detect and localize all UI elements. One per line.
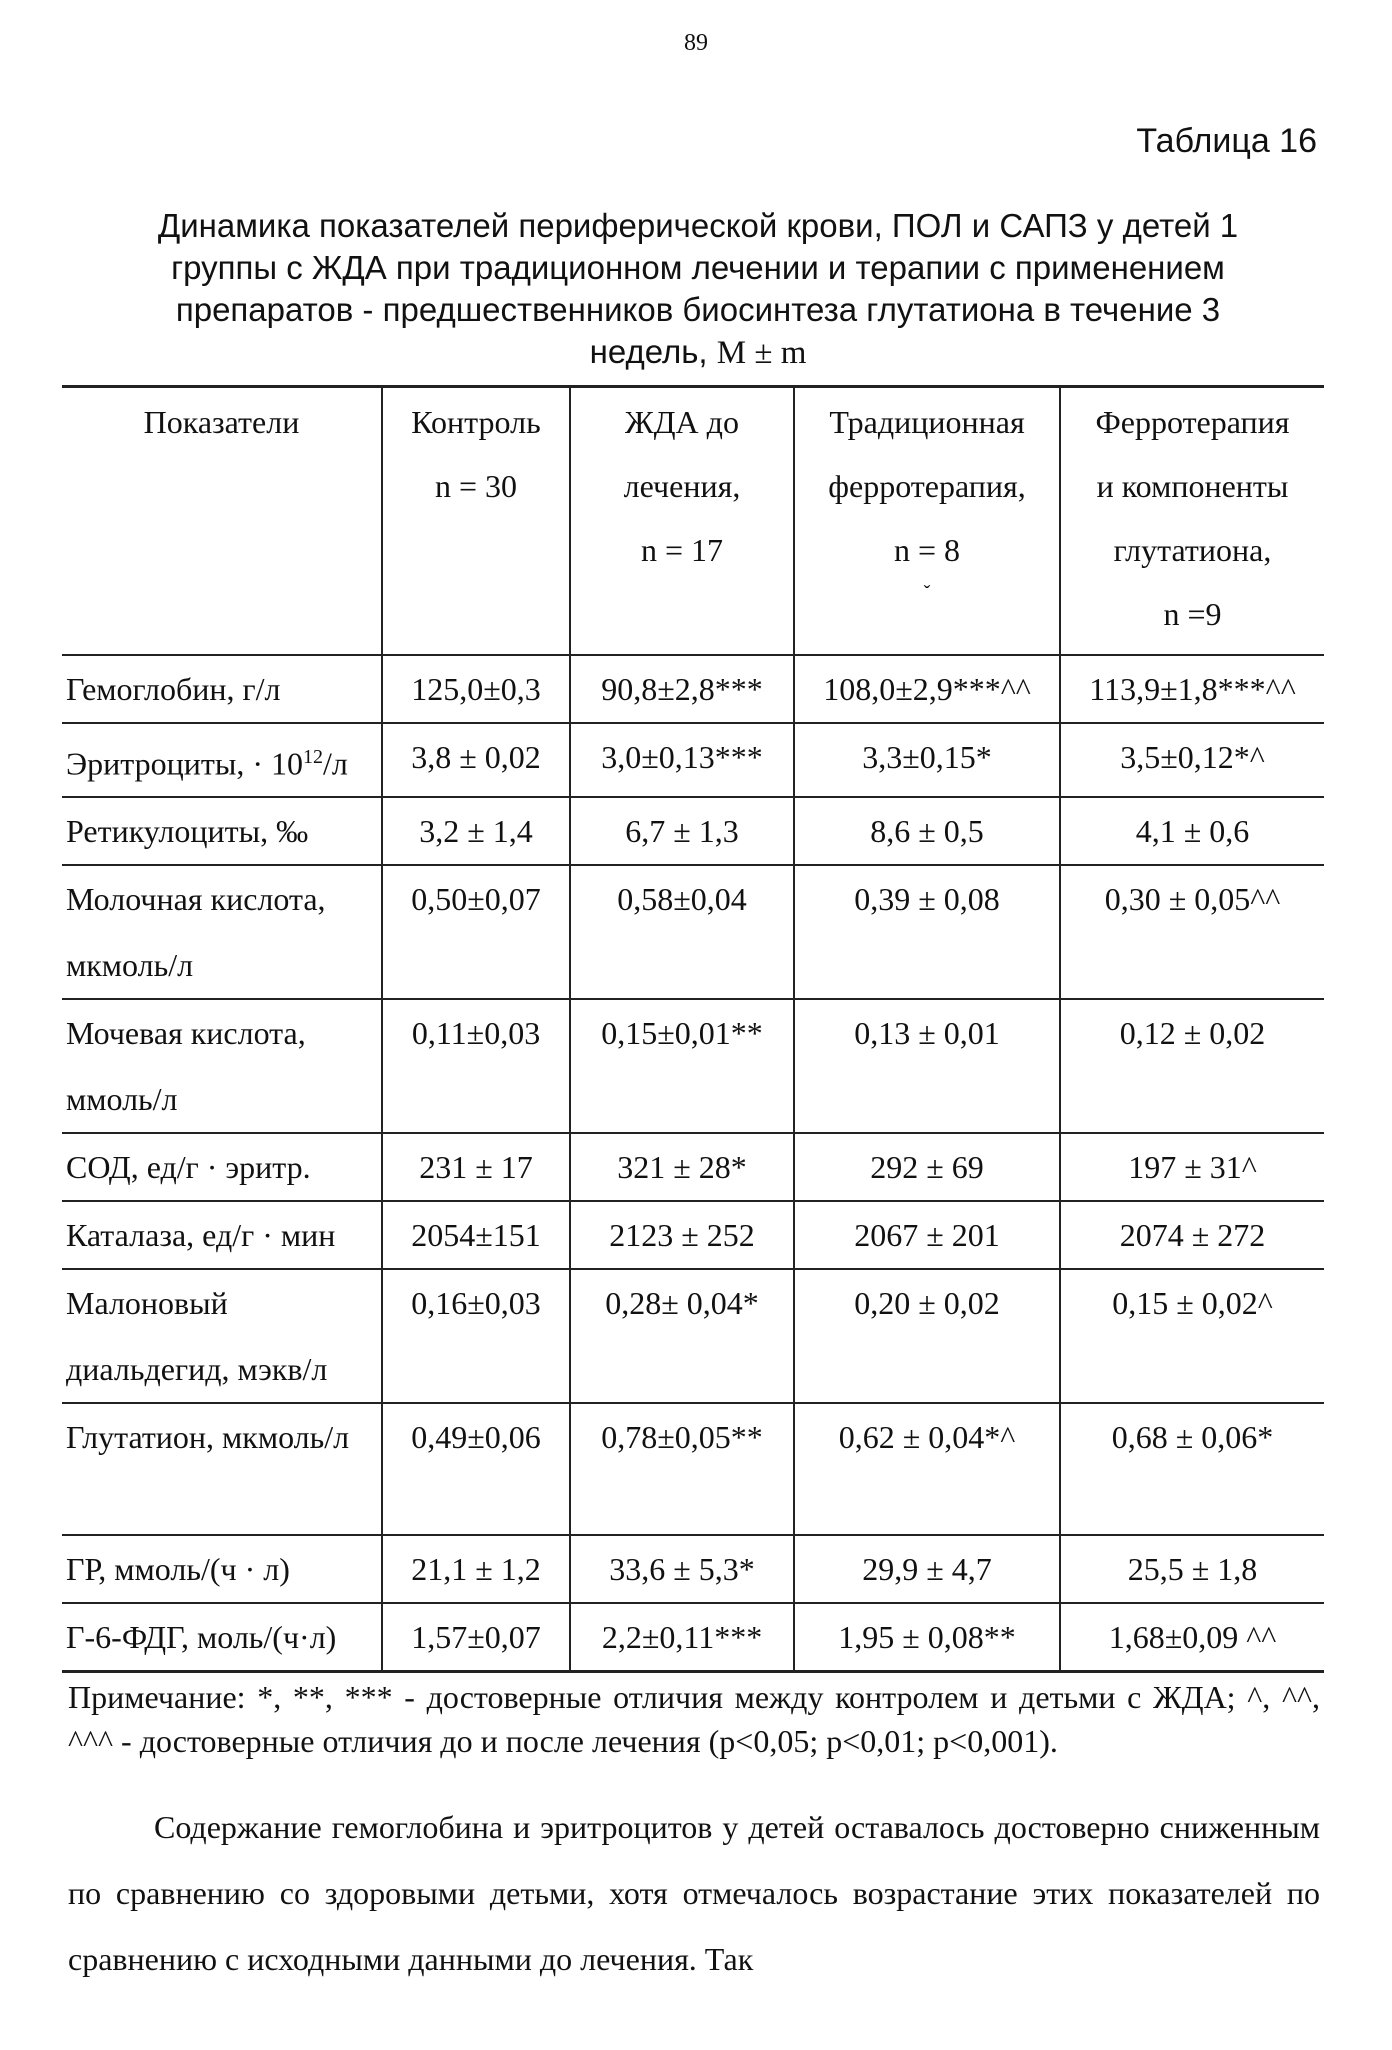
cell-parameter: Мочевая кислота, ммоль/л [62,999,382,1133]
cell-control: 3,2 ± 1,4 [382,797,570,865]
table-caption [88,205,1308,374]
caption-line [88,331,1308,374]
cell-control: 3,8 ± 0,02 [382,723,570,798]
header-mark: ˇ [923,582,931,604]
cell-trad: 8,6 ± 0,5 [794,797,1060,865]
table-row [62,797,1324,865]
cell-parameter: Гемоглобин, г/л [62,655,382,723]
cell-ferro: 25,5 ± 1,8 [1060,1535,1324,1603]
cell-ferro: 4,1 ± 0,6 [1060,797,1324,865]
table-row [62,1603,1324,1672]
cell-ferro: 0,15 ± 0,02^ [1060,1269,1324,1403]
cell-trad: 29,9 ± 4,7 [794,1535,1060,1603]
cell-parameter: Молочная кислота, мкмоль/л [62,865,382,999]
cell-ida: 0,58±0,04 [570,865,794,999]
table-header-row [62,387,1324,655]
cell-control: 21,1 ± 1,2 [382,1535,570,1603]
cell-parameter: Эритроциты, · $10^{12}/л$ [62,723,382,798]
cell-ferro: 3,5±0,12*^ [1060,723,1324,798]
header-traditional: Традиционная ферротерапия, n = 8 ˇ [794,387,1060,655]
table-row [62,1535,1324,1603]
table-row [62,865,1324,999]
cell-trad: 3,3±0,15* [794,723,1060,798]
cell-parameter: ГР, ммоль/(ч · л) [62,1535,382,1603]
cell-ida: 6,7 ± 1,3 [570,797,794,865]
cell-control: 1,57±0,07 [382,1603,570,1672]
cell-parameter: Ретикулоциты, ‰ [62,797,382,865]
caption-line: препаратов - предшественников биосинтеза глутатиона в течение 3 [175,291,1221,328]
cell-ferro: 113,9±1,8***^^ [1060,655,1324,723]
table-label: Таблица 16 [1136,122,1317,160]
cell-ida: 0,15±0,01** [570,999,794,1133]
cell-ferro: 0,68 ± 0,06* [1060,1403,1324,1535]
cell-ida: 0,28± 0,04* [570,1269,794,1403]
caption-line: Динамика показателей периферической крови, ПОЛ и САПЗ у детей 1 [157,207,1239,244]
cell-trad: 0,62 ± 0,04*^ [794,1403,1060,1535]
cell-control: 231 ± 17 [382,1133,570,1201]
cell-ida: 33,6 ± 5,3* [570,1535,794,1603]
cell-ida: 3,0±0,13*** [570,723,794,798]
caption-line: группы с ЖДА при традиционном лечении и терапии с применением [171,249,1225,286]
table-row [62,1403,1324,1535]
table-row [62,1201,1324,1269]
cell-control: 125,0±0,3 [382,655,570,723]
caption-stat: M ± m [716,335,807,371]
table-note: Примечание: *, **, *** - достоверные отличия между контролем и детьми с ЖДА; ^, ^^, ^^^ - достоверные отличия до и после лечения (p<0,05; p<0,01; p<0,001). [68,1679,1320,1759]
cell-parameter: Г-6-ФДГ, моль/(ч·л) [62,1603,382,1672]
caption-last-line: недель, [589,333,708,370]
data-table [62,385,1324,1673]
cell-ida: 2,2±0,11*** [570,1603,794,1672]
cell-ferro: 1,68±0,09 ^^ [1060,1603,1324,1672]
cell-control: 0,49±0,06 [382,1403,570,1535]
cell-ida: 90,8±2,8*** [570,655,794,723]
cell-trad: 108,0±2,9***^^ [794,655,1060,723]
header-ferro-glutathione: Ферротерапия и компоненты глутатиона, n =9 [1060,387,1324,655]
table-row [62,1133,1324,1201]
cell-parameter: Малоновый диальдегид, мэкв/л [62,1269,382,1403]
cell-trad: 0,20 ± 0,02 [794,1269,1060,1403]
cell-ida: 0,78±0,05** [570,1403,794,1535]
cell-ferro: 0,12 ± 0,02 [1060,999,1324,1133]
cell-ferro: 0,30 ± 0,05^^ [1060,865,1324,999]
cell-ferro: 197 ± 31^ [1060,1133,1324,1201]
cell-trad: 2067 ± 201 [794,1201,1060,1269]
cell-control: 2054±151 [382,1201,570,1269]
header-ida-before: ЖДА до лечения, n = 17 [570,387,794,655]
cell-parameter: СОД, ед/г · эритр. [62,1133,382,1201]
cell-trad: 0,39 ± 0,08 [794,865,1060,999]
cell-trad: 1,95 ± 0,08** [794,1603,1060,1672]
header-control: Контроль n = 30 [382,387,570,655]
cell-trad: 292 ± 69 [794,1133,1060,1201]
table-body [62,655,1324,1672]
table-row [62,999,1324,1133]
table-row [62,1269,1324,1403]
cell-parameter: Глутатион, мкмоль/л [62,1403,382,1535]
cell-ferro: 2074 ± 272 [1060,1201,1324,1269]
body-paragraph: Содержание гемоглобина и эритроцитов у детей оставалось достоверно сниженным по сравнению со здоровыми детьми, хотя отмечалось возрастание этих показателей по сравнению с исходными данными до лечения. Так [68,1809,1320,1977]
page-number: 89 [684,30,708,56]
table-row [62,655,1324,723]
cell-control: 0,50±0,07 [382,865,570,999]
header-parameters: Показатели [62,387,382,655]
cell-control: 0,11±0,03 [382,999,570,1133]
cell-ida: 2123 ± 252 [570,1201,794,1269]
cell-trad: 0,13 ± 0,01 [794,999,1060,1133]
cell-parameter: Каталаза, ед/г · мин [62,1201,382,1269]
cell-control: 0,16±0,03 [382,1269,570,1403]
table-row [62,723,1324,798]
cell-ida: 321 ± 28* [570,1133,794,1201]
